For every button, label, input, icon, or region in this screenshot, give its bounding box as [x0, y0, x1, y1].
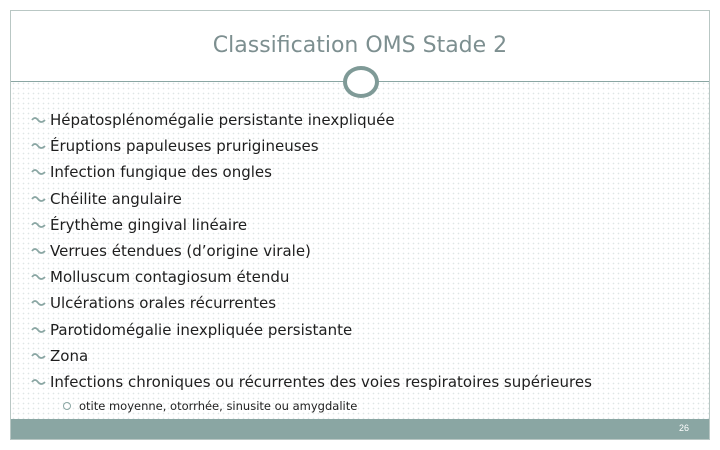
bullet-text: Chéilite angulaire: [50, 189, 182, 208]
bullet-item: [29, 133, 699, 159]
bullet-item: [29, 290, 699, 316]
bullet-icon: [31, 141, 46, 151]
bullet-item: [29, 186, 699, 212]
footer-bar: [11, 419, 709, 439]
bullet-icon: [31, 272, 46, 282]
bullet-icon: [31, 194, 46, 204]
bullet-icon: [31, 298, 46, 308]
bullet-icon: [31, 377, 46, 387]
bullet-icon: [31, 220, 46, 230]
bullet-icon: [31, 325, 46, 335]
bullet-text: Infections chroniques ou récurrentes des voies respiratoires supérieures: [50, 372, 592, 391]
bullet-item: [29, 107, 699, 133]
sub-bullet-item: [63, 399, 357, 413]
sub-bullet-text: otite moyenne, otorrhée, sinusite ou amygdalite: [79, 399, 358, 413]
bullet-icon: [31, 246, 46, 256]
bullet-item: [29, 369, 699, 395]
bullet-text: Éruptions papuleuses prurigineuses: [50, 137, 319, 156]
bullet-item: [29, 317, 699, 343]
circle-bullet-icon: [63, 402, 71, 410]
bullet-text: Hépatosplénomégalie persistante inexpliquée: [50, 111, 395, 130]
bullet-text: Infection fungique des ongles: [50, 163, 272, 182]
bullet-item: [29, 212, 699, 238]
bullet-text: Zona: [50, 346, 89, 365]
slide: [10, 10, 710, 440]
bullet-text: Verrues étendues (d’origine virale): [50, 242, 311, 261]
bullet-item: [29, 159, 699, 185]
page-number: 26: [678, 423, 689, 433]
bullet-item: [29, 343, 699, 369]
bullet-item: [29, 238, 699, 264]
bullet-icon: [31, 351, 46, 361]
bullet-text: Érythème gingival linéaire: [50, 215, 248, 234]
bullet-item: [29, 264, 699, 290]
title-divider-ring-icon: [343, 66, 379, 98]
bullet-icon: [31, 115, 46, 125]
bullet-text: Parotidomégalie inexpliquée persistante: [50, 320, 353, 339]
bullet-list: [29, 107, 699, 395]
bullet-text: Ulcérations orales récurrentes: [50, 294, 277, 313]
bullet-icon: [31, 167, 46, 177]
slide-title: Classification OMS Stade 2: [212, 33, 508, 58]
bullet-text: Molluscum contagiosum étendu: [50, 268, 290, 287]
